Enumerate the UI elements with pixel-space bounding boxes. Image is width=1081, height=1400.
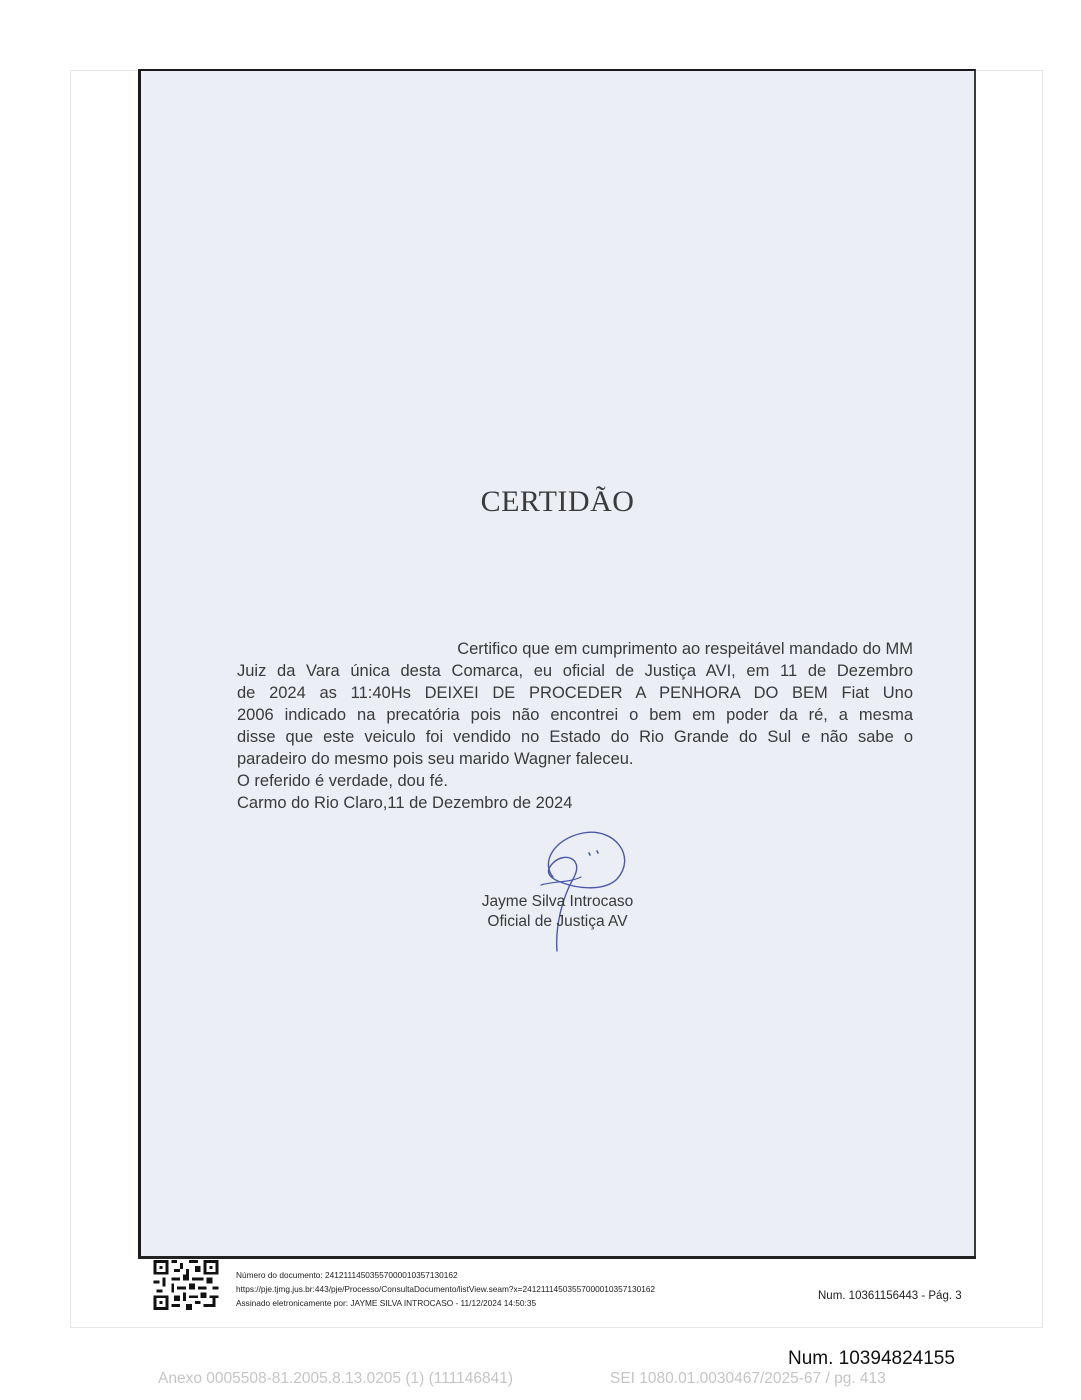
scanned-certificate bbox=[138, 69, 976, 1258]
qr-code-icon bbox=[153, 1260, 219, 1310]
certificate-line-6: paradeiro do mesmo pois seu marido Wagner faleceu. bbox=[237, 750, 634, 768]
footer-document-number: Número do documento: 24121114503557000010357130162 bbox=[236, 1270, 458, 1280]
signer-role: Oficial de Justiça AV bbox=[487, 913, 628, 930]
footer-page-number: Num. 10361156443 - Pág. 3 bbox=[818, 1290, 962, 1302]
handwritten-signature bbox=[513, 825, 628, 955]
certificate-line-5: disse que este veiculo foi vendido no Estado do Rio Grande do Sul e não sabe o bbox=[237, 728, 913, 746]
document-title: CERTIDÃO bbox=[480, 485, 635, 518]
certificate-line-1: Certifico que em cumprimento ao respeitável mandado do MM bbox=[457, 640, 913, 658]
certificate-line-3: de 2024 as 11:40Hs DEIXEI DE PROCEDER A PENHORA DO BEM Fiat Uno bbox=[237, 684, 913, 702]
sei-watermark: SEI 1080.01.0030467/2025-67 / pg. 413 bbox=[610, 1370, 886, 1387]
document-num-stamp: Num. 10394824155 bbox=[788, 1348, 955, 1369]
signer-name: Jayme Silva Introcaso bbox=[481, 893, 634, 910]
annex-watermark: Anexo 0005508-81.2005.8.13.0205 (1) (111146841) bbox=[158, 1370, 514, 1387]
certificate-line-4: 2006 indicado na precatória pois não encontrei o bem em poder da ré, a mesma bbox=[237, 706, 913, 724]
footer-document-url[interactable]: https://pje.tjmg.jus.br:443/pje/Processo/ConsultaDocumento/listView.seam?x=24121114503557000010357130162 bbox=[236, 1284, 656, 1294]
scan-bottom-edge bbox=[138, 1256, 976, 1259]
certificate-line-8: Carmo do Rio Claro,11 de Dezembro de 2024 bbox=[237, 794, 573, 812]
certificate-line-7: O referido é verdade, dou fé. bbox=[237, 772, 448, 790]
footer-signed-by: Assinado eletronicamente por: JAYME SILVA INTROCASO - 11/12/2024 14:50:35 bbox=[236, 1298, 537, 1308]
certificate-line-2: Juiz da Vara única desta Comarca, eu oficial de Justiça AVI, em 11 de Dezembro bbox=[237, 662, 913, 680]
